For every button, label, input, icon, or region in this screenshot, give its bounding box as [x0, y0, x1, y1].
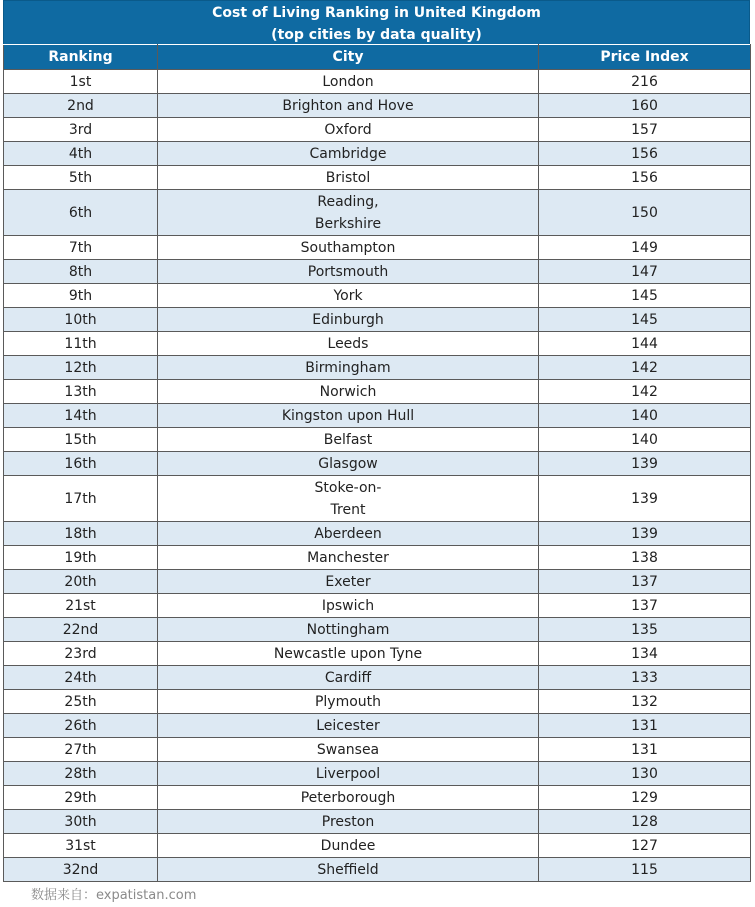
- cell-city: Peterborough: [158, 786, 539, 810]
- cell-city: Leicester: [158, 714, 539, 738]
- table-row: [4, 166, 751, 190]
- ranking-table-container: [3, 0, 750, 882]
- table-row: [4, 190, 751, 236]
- cell-ranking: 27th: [4, 738, 158, 762]
- table-row: [4, 690, 751, 714]
- cell-price-index: 150: [539, 190, 751, 236]
- cell-ranking: 18th: [4, 522, 158, 546]
- cell-price-index: 149: [539, 236, 751, 260]
- table-row: [4, 308, 751, 332]
- table-row: [4, 332, 751, 356]
- cell-price-index: 144: [539, 332, 751, 356]
- cell-ranking: 31st: [4, 834, 158, 858]
- table-row: [4, 356, 751, 380]
- cell-ranking: 21st: [4, 594, 158, 618]
- cell-city: Swansea: [158, 738, 539, 762]
- table-row: [4, 260, 751, 284]
- cell-price-index: 137: [539, 594, 751, 618]
- cell-price-index: 140: [539, 404, 751, 428]
- cell-ranking: 5th: [4, 166, 158, 190]
- table-row: [4, 786, 751, 810]
- table-row: [4, 380, 751, 404]
- cell-price-index: 115: [539, 858, 751, 882]
- source-note: 数据来自：expatistan.com: [31, 888, 197, 903]
- table-row: [4, 834, 751, 858]
- table-subtitle: (top cities by data quality): [271, 27, 482, 43]
- cell-city: Newcastle upon Tyne: [158, 642, 539, 666]
- cell-price-index: 135: [539, 618, 751, 642]
- table-row: [4, 94, 751, 118]
- cell-price-index: 139: [539, 522, 751, 546]
- table-title-bar: [3, 0, 750, 44]
- table-row: [4, 858, 751, 882]
- cell-ranking: 28th: [4, 762, 158, 786]
- table-body: [4, 70, 751, 882]
- cell-city: London: [158, 70, 539, 94]
- cell-city: Norwich: [158, 380, 539, 404]
- cell-city: Southampton: [158, 236, 539, 260]
- cell-city: Glasgow: [158, 452, 539, 476]
- cell-price-index: 157: [539, 118, 751, 142]
- cell-price-index: 140: [539, 428, 751, 452]
- cell-price-index: 145: [539, 284, 751, 308]
- cell-price-index: 132: [539, 690, 751, 714]
- cell-ranking: 19th: [4, 546, 158, 570]
- cell-price-index: 160: [539, 94, 751, 118]
- table-row: [4, 810, 751, 834]
- cell-price-index: 133: [539, 666, 751, 690]
- table-row: [4, 714, 751, 738]
- cell-price-index: 156: [539, 166, 751, 190]
- cell-city: Nottingham: [158, 618, 539, 642]
- cell-ranking: 29th: [4, 786, 158, 810]
- table-row: [4, 428, 751, 452]
- cell-ranking: 20th: [4, 570, 158, 594]
- cell-ranking: 15th: [4, 428, 158, 452]
- table-row: [4, 570, 751, 594]
- cell-ranking: 24th: [4, 666, 158, 690]
- cell-city: Sheffield: [158, 858, 539, 882]
- cell-ranking: 9th: [4, 284, 158, 308]
- cell-price-index: 131: [539, 714, 751, 738]
- cell-price-index: 137: [539, 570, 751, 594]
- cell-city: Manchester: [158, 546, 539, 570]
- cell-price-index: 216: [539, 70, 751, 94]
- cell-price-index: 134: [539, 642, 751, 666]
- cell-city: Belfast: [158, 428, 539, 452]
- table-row: [4, 142, 751, 166]
- table-row: [4, 666, 751, 690]
- cell-ranking: 26th: [4, 714, 158, 738]
- cell-price-index: 138: [539, 546, 751, 570]
- cell-ranking: 30th: [4, 810, 158, 834]
- cell-city-text: Reading, Berkshire: [314, 193, 382, 232]
- ranking-table: [3, 44, 751, 882]
- table-row: [4, 618, 751, 642]
- cell-city: Birmingham: [158, 356, 539, 380]
- cell-ranking: 16th: [4, 452, 158, 476]
- cell-city: Bristol: [158, 166, 539, 190]
- cell-city: [158, 190, 539, 236]
- cell-city: York: [158, 284, 539, 308]
- cell-ranking: 1st: [4, 70, 158, 94]
- cell-ranking: 2nd: [4, 94, 158, 118]
- cell-ranking: 8th: [4, 260, 158, 284]
- cell-ranking: 14th: [4, 404, 158, 428]
- cell-city: Ipswich: [158, 594, 539, 618]
- cell-price-index: 142: [539, 380, 751, 404]
- table-row: [4, 738, 751, 762]
- cell-city: Liverpool: [158, 762, 539, 786]
- cell-ranking: 10th: [4, 308, 158, 332]
- cell-ranking: 32nd: [4, 858, 158, 882]
- cell-city: Brighton and Hove: [158, 94, 539, 118]
- cell-ranking: 7th: [4, 236, 158, 260]
- cell-city: Oxford: [158, 118, 539, 142]
- cell-ranking: 3rd: [4, 118, 158, 142]
- table-title: Cost of Living Ranking in United Kingdom: [212, 5, 541, 21]
- table-header-row: [4, 45, 751, 70]
- cell-price-index: 139: [539, 476, 751, 522]
- table-row: [4, 236, 751, 260]
- cell-ranking: 22nd: [4, 618, 158, 642]
- cell-ranking: 25th: [4, 690, 158, 714]
- cell-city: Dundee: [158, 834, 539, 858]
- cell-city: [158, 476, 539, 522]
- cell-price-index: 142: [539, 356, 751, 380]
- cell-city: Preston: [158, 810, 539, 834]
- table-row: [4, 284, 751, 308]
- cell-ranking: 11th: [4, 332, 158, 356]
- cell-price-index: 130: [539, 762, 751, 786]
- cell-city: Aberdeen: [158, 522, 539, 546]
- cell-city: Leeds: [158, 332, 539, 356]
- table-row: [4, 642, 751, 666]
- cell-city: Exeter: [158, 570, 539, 594]
- table-row: [4, 118, 751, 142]
- cell-city: Cambridge: [158, 142, 539, 166]
- table-row: [4, 762, 751, 786]
- cell-city: Kingston upon Hull: [158, 404, 539, 428]
- cell-city: Cardiff: [158, 666, 539, 690]
- table-row: [4, 452, 751, 476]
- cell-price-index: 139: [539, 452, 751, 476]
- cell-price-index: 156: [539, 142, 751, 166]
- cell-ranking: 23rd: [4, 642, 158, 666]
- table-row: [4, 70, 751, 94]
- column-header-city: City: [158, 45, 539, 70]
- cell-price-index: 147: [539, 260, 751, 284]
- column-header-ranking: Ranking: [4, 45, 158, 70]
- cell-ranking: 6th: [4, 190, 158, 236]
- cell-price-index: 145: [539, 308, 751, 332]
- cell-ranking: 17th: [4, 476, 158, 522]
- table-row: [4, 546, 751, 570]
- cell-city: Plymouth: [158, 690, 539, 714]
- cell-ranking: 4th: [4, 142, 158, 166]
- cell-price-index: 128: [539, 810, 751, 834]
- table-row: [4, 476, 751, 522]
- table-row: [4, 594, 751, 618]
- table-row: [4, 404, 751, 428]
- cell-price-index: 131: [539, 738, 751, 762]
- cell-city: Portsmouth: [158, 260, 539, 284]
- column-header-price-index: Price Index: [539, 45, 751, 70]
- cell-city-text: Stoke-on-Trent: [314, 479, 382, 518]
- table-row: [4, 522, 751, 546]
- cell-price-index: 129: [539, 786, 751, 810]
- cell-city: Edinburgh: [158, 308, 539, 332]
- cell-price-index: 127: [539, 834, 751, 858]
- cell-ranking: 13th: [4, 380, 158, 404]
- cell-ranking: 12th: [4, 356, 158, 380]
